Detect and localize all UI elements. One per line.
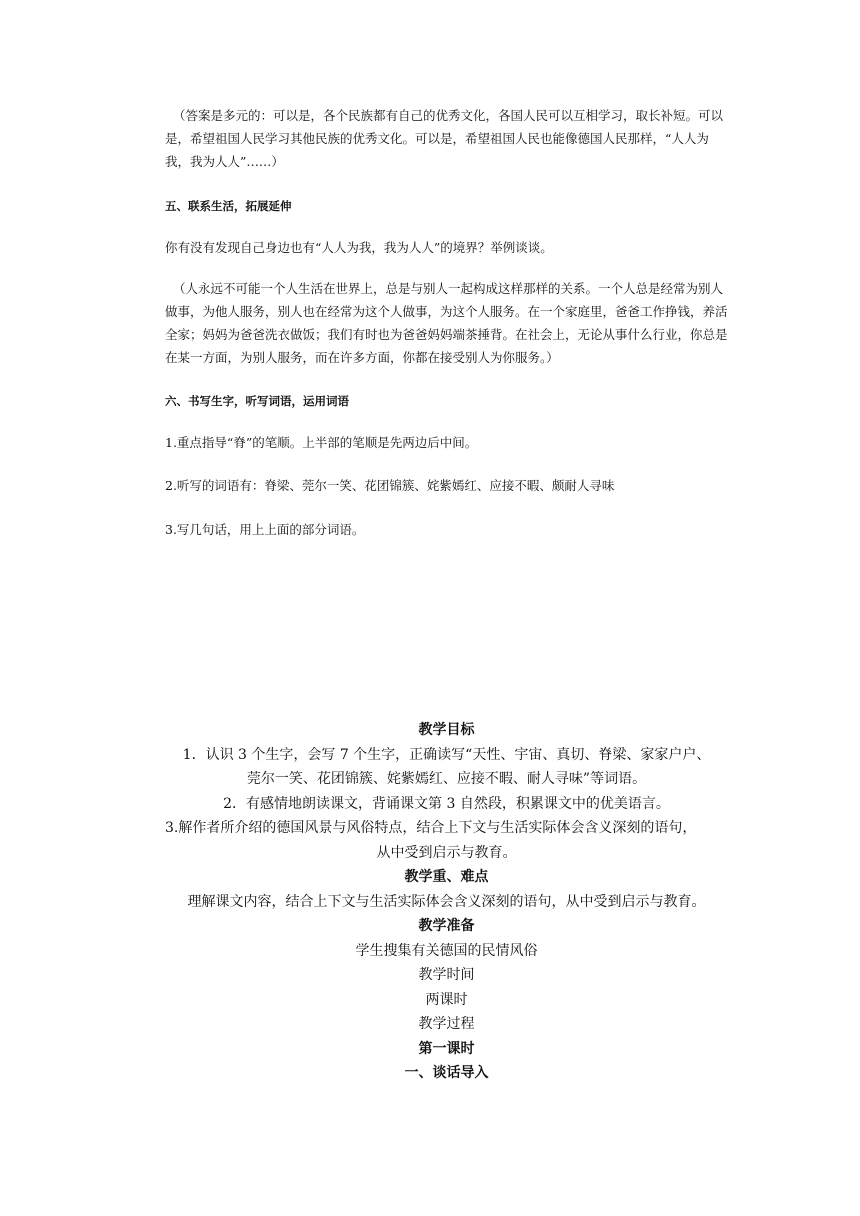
key-points-text: 理解课文内容，结合上下文与生活实际体会含义深刻的语句，从中受到启示与教育。 — [187, 893, 706, 910]
lesson-plan-section — [165, 718, 728, 1086]
lesson-1-title: 第一课时 — [418, 1040, 475, 1057]
teaching-process-title: 教学过程 — [418, 1016, 475, 1032]
list-item-1: 1.重点指导“脊”的笔顺。上半部的笔顺是先两边后中间。 — [165, 435, 478, 450]
goal-3-line-2: 从中受到启示与教育。 — [376, 844, 517, 861]
teaching-time-title: 教学时间 — [418, 967, 475, 983]
preparation-text: 学生搜集有关德国的民情风俗 — [355, 942, 538, 959]
key-points-title: 教学重、难点 — [404, 869, 489, 885]
section-6-heading: 六、书写生字，听写词语，运用词语 — [165, 394, 349, 408]
list-item-3: 3.写几句话，用上上面的部分词语。 — [165, 522, 365, 537]
answer-paragraph-1: （答案是多元的：可以是，各个民族都有自己的优秀文化，各国人民可以互相学习，取长补短。可以是，希望祖国人民学习其他民族的优秀文化。可以是，希望祖国人民也能像德国人民那样，“人人为我，我为人人”……） — [165, 108, 724, 169]
teaching-goals-title: 教学目标 — [418, 722, 475, 738]
goal-3-line-1: 3.解作者所介绍的德国风景与风俗特点，结合上下文与生活实际体会含义深刻的语句， — [165, 820, 697, 836]
list-item-2: 2.听写的词语有：脊梁、莞尔一笑、花团锦簇、姹紫嫣红、应接不暇、颇耐人寻味 — [165, 478, 615, 493]
section-5-heading: 五、联系生活，拓展延伸 — [165, 199, 292, 213]
goal-1-line-2: 莞尔一笑、花团锦簇、姹紫嫣红、应接不暇、耐人寻味”等词语。 — [246, 771, 647, 787]
section-5-answer: （人永远不可能一个人生活在世界上，总是与别人一起构成这样那样的关系。一个人总是经常为别人做事，为他人服务，别人也在经常为这个人做事，为这个人服务。在一个家庭里，爸爸工作挣钱，养活全家；妈妈为爸爸洗衣做饭；我们有时也为爸爸妈妈端茶捶背。在社会上，无论从事什么行业，你总是在某一方面，为别人服务，而在许多方面，你都在接受别人为你服务。） — [165, 281, 728, 365]
part-1-title: 一、谈话导入 — [404, 1065, 489, 1081]
goal-2: 2．有感情地朗读课文，背诵课文第 3 自然段，积累课文中的优美语言。 — [223, 795, 670, 812]
preparation-title: 教学准备 — [418, 918, 475, 934]
teaching-time-text: 两课时 — [425, 991, 468, 1008]
goal-1-line-1: 1．认识 3 个生字，会写 7 个生字，正确读写“天性、宇宙、真切、脊梁、家家户户、 — [182, 746, 711, 763]
section-5-question: 你有没有发现自己身边也有“人人为我，我为人人”的境界？举例谈谈。 — [165, 240, 553, 255]
